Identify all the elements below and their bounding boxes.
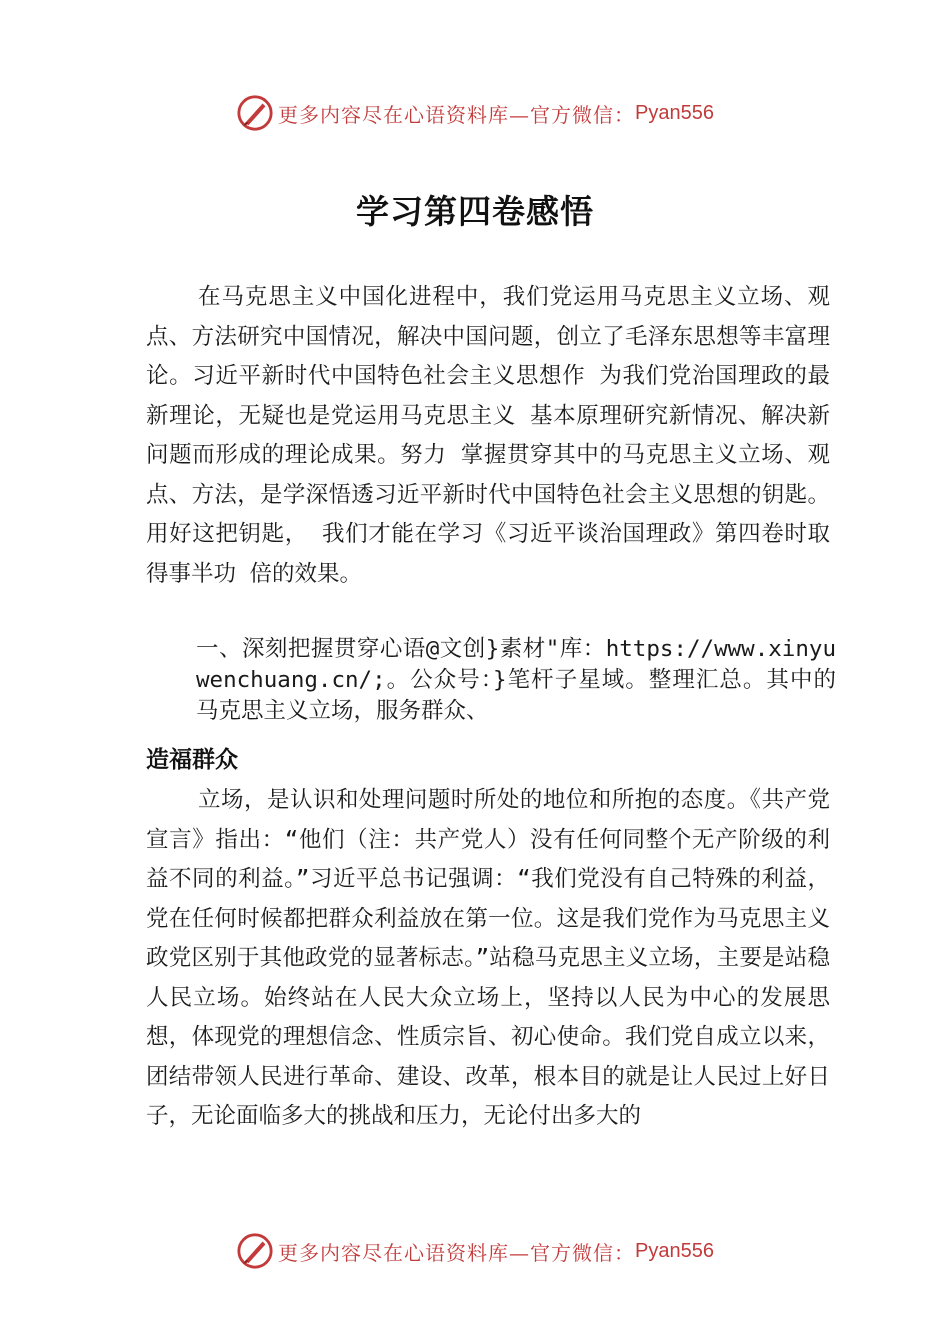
watermark-wechat-id: Pyan556 <box>635 1239 714 1262</box>
brush-logo-icon <box>236 94 274 132</box>
paragraph-section-one: 一、深刻把握贯穿心语@文创}素材"库：https://www.xinyuwenchuang.cn/;。公众号：}笔杆子星域。整理汇总。其中的马克思主义立场，服务群众、 <box>196 636 836 724</box>
brush-logo-icon <box>236 1232 274 1270</box>
watermark-text: 更多内容尽在心语资料库—官方微信： <box>278 1240 636 1265</box>
watermark-wechat-id: Pyan556 <box>635 101 714 124</box>
section-heading: 造福群众 <box>146 747 238 773</box>
watermark-text: 更多内容尽在心语资料库—官方微信： <box>278 102 636 127</box>
header-watermark <box>0 94 950 132</box>
document-title: 学习第四卷感悟 <box>356 192 594 231</box>
paragraph-intro: 在马克思主义中国化进程中，我们党运用马克思主义立场、观点、方法研究中国情况，解决中国问题，创立了毛泽东思想等丰富理论。习近平新时代中国特色社会主义思想作 为我们党治国理政的最新理论，无疑也是党运用马克思主义 基本原理研究新情况、解决新问题而形成的理论成果。努力 掌握贯穿其中的马克思主义立场、观点、方法，是学深悟透习近平新时代中国特色社会主义思想的钥匙。用好这把钥匙， 我们才能在学习《习近平谈治国理政》第四卷时取得事半功 倍的效果。 <box>146 284 830 587</box>
footer-watermark <box>0 1232 950 1270</box>
paragraph-stance: 立场，是认识和处理问题时所处的地位和所抱的态度。《共产党宣言》指出：“他们（注：共产党人）没有任何同整个无产阶级的利益不同的利益。”习近平总书记强调：“我们党没有自己特殊的利益，党在任何时候都把群众利益放在第一位。这是我们党作为马克思主义政党区别于其他政党的显著标志。”站稳马克思主义立场，主要是站稳人民立场。始终站在人民大众立场上，坚持以人民为中心的发展思想，体现党的理想信念、性质宗旨、初心使命。我们党自成立以来， 团结带领人民进行革命、建设、改革，根本目的就是让人民过上好日子，无论面临多大的挑战和压力，无论付出多大的 <box>146 787 830 1129</box>
